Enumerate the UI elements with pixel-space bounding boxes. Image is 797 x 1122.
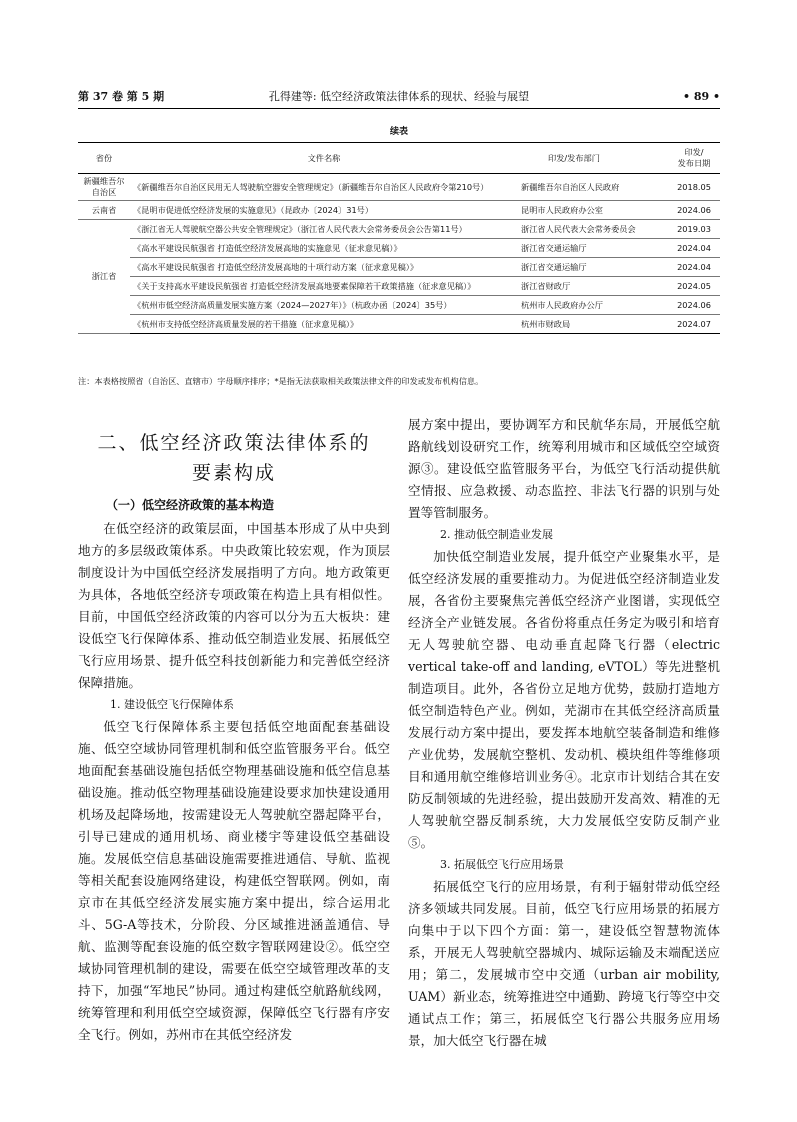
cell-dept: 杭州市财政局 xyxy=(518,315,668,334)
cell-date: 2024.06 xyxy=(668,296,720,315)
cell-province: 新疆维吾尔 自治区 xyxy=(78,174,130,201)
cell-province: 云南省 xyxy=(78,201,130,220)
table-row xyxy=(78,174,720,201)
running-title: 孔得建等: 低空经济政策法律体系的现状、经验与展望 xyxy=(268,90,530,103)
cell-date: 2024.04 xyxy=(668,239,720,258)
minor-heading: 2. 推动低空制造业发展 xyxy=(440,528,553,541)
subsection-heading: （一）低空经济政策的基本构造 xyxy=(106,498,275,512)
cell-name: 《杭州市支持低空经济高质量发展的若干措施（征求意见稿）》 xyxy=(130,315,518,334)
cell-date: 2024.07 xyxy=(668,315,720,334)
table-caption: 续表 xyxy=(389,127,408,137)
cell-province: 浙江省 xyxy=(78,220,130,334)
cell-date: 2018.05 xyxy=(668,174,720,201)
header-rule xyxy=(78,108,720,109)
body-paragraph: 展方案中提出，要协调军方和民航华东局，开展低空航路航线划设研究工作，统筹利用城市和区域低空空域资源③。建设低空监管服务平台，为低空飞行活动提供航空情报、应急救援、动态监控、非法飞行器的识别与处置等管制服务。 xyxy=(408,417,720,520)
body-paragraph: 加快低空制造业发展，提升低空产业聚集水平，是低空经济发展的重要推动力。为促进低空经济制造业发展，各省份主要聚焦完善低空经济产业图谱，实现低空经济全产业链发展。各省份将重点任务定为吸引和培育无人驾驶航空器、电动垂直起降飞行器（electric vertical take-off and landing, eVTOL）等先进整机制造项目。此外，各省份立足地方优势，鼓励打造地方低空制造特色产业。例如，芜湖市在其低空经济高质量发展行动方案中提出，要发挥本地航空装备制造和维修产业优势，发展航空整机、发动机、模块组件等维修项目和通用航空维修培训业务④。北京市计划结合其在安防反制领域的先进经验，提出鼓励开发高效、精准的无人驾驶航空器反制系统，大力发展低空安防反制产业⑤。 xyxy=(408,549,720,850)
table-note: 注：本表格按照省（自治区、直辖市）字母顺序排序；*是指无法获取相关政策法律文件的印发或发布机构信息。 xyxy=(78,376,484,386)
table-row xyxy=(78,258,720,277)
body-paragraph: 在低空经济的政策层面，中国基本形成了从中央到地方的多层级政策体系。中央政策比较宏观，作为顶层制度设计为中国低空经济发展指明了方向。地方政策更为具体，各地低空经济专项政策在构造上具有相似性。目前，中国低空经济政策的内容可以分为五大板块：建设低空飞行保障体系、推动低空制造业发展、拓展低空飞行应用场景、提升低空科技创新能力和完善低空经济保障措施。 xyxy=(78,521,390,690)
section-title-line2: 要素构成 xyxy=(191,462,276,484)
table-row xyxy=(78,277,720,296)
cell-dept: 浙江省交通运输厅 xyxy=(518,239,668,258)
table-row xyxy=(78,201,720,220)
journal-volume: 第 37 卷 第 5 期 xyxy=(78,90,165,103)
cell-name: 《关于支持高水平建设民航强省 打造低空经济发展高地要素保障若干政策措施（征求意见稿）》 xyxy=(130,277,518,296)
table-row xyxy=(78,296,720,315)
cell-dept: 浙江省交通运输厅 xyxy=(518,258,668,277)
table-header-row xyxy=(78,143,720,174)
cell-date: 2024.05 xyxy=(668,277,720,296)
col-header-name: 文件名称 xyxy=(130,143,518,174)
cell-date: 2019.03 xyxy=(668,220,720,239)
page-number: • 89 • xyxy=(682,90,720,103)
cell-dept: 新疆维吾尔自治区人民政府 xyxy=(518,174,668,201)
cell-dept: 浙江省人民代表大会常务委员会 xyxy=(518,220,668,239)
cell-date: 2024.06 xyxy=(668,201,720,220)
minor-heading: 3. 拓展低空飞行应用场景 xyxy=(440,858,564,871)
cell-dept: 昆明市人民政府办公室 xyxy=(518,201,668,220)
cell-dept: 浙江省财政厅 xyxy=(518,277,668,296)
col-header-province: 省份 xyxy=(78,143,130,174)
cell-name: 《高水平建设民航强省 打造低空经济发展高地的实施意见（征求意见稿）》 xyxy=(130,239,518,258)
col-header-dept: 印发/发布部门 xyxy=(518,143,668,174)
cell-name: 《昆明市促进低空经济发展的实施意见》（昆政办〔2024〕31号） xyxy=(130,201,518,220)
minor-heading: 1. 建设低空飞行保障体系 xyxy=(110,698,234,711)
table-row xyxy=(78,315,720,334)
table-row xyxy=(78,239,720,258)
policy-table xyxy=(78,142,720,334)
table-row xyxy=(78,220,720,239)
cell-name: 《高水平建设民航强省 打造低空经济发展高地的十项行动方案（征求意见稿）》 xyxy=(130,258,518,277)
section-title-line1: 二、低空经济政策法律体系的 xyxy=(97,432,371,454)
cell-dept: 杭州市人民政府办公厅 xyxy=(518,296,668,315)
running-header xyxy=(78,88,720,106)
section-title xyxy=(78,428,390,488)
cell-name: 《浙江省无人驾驶航空器公共安全管理规定》（浙江省人民代表大会常务委员会公告第11号） xyxy=(130,220,518,239)
cell-name: 《杭州市低空经济高质量发展实施方案（2024—2027年）》（杭政办函〔2024〕35号） xyxy=(130,296,518,315)
col-header-date: 印发/ 发布日期 xyxy=(668,143,720,174)
body-paragraph: 低空飞行保障体系主要包括低空地面配套基础设施、低空空域协同管理机制和低空监管服务平台。低空地面配套基础设施包括低空物理基础设施和低空信息基础设施。推动低空物理基础设施建设要求加快建设通用机场及起降场地，按需建设无人驾驶航空器起降平台，引导已建成的通用机场、商业楼宇等建设低空基础设施。发展低空信息基础设施需要推进通信、导航、监视等相关配套设施网络建设，构建低空智联网。例如，南京市在其低空经济发展实施方案中提出，综合运用北斗、5G-A等技术，分阶段、分区域推进涵盖通信、导航、监测等配套设施的低空数字智联网建设②。低空空域协同管理机制的建设，需要在低空空域管理改革的支持下，加强“军地民”协同。通过构建低空航路航线网，统筹管理和利用低空空域资源，保障低空飞行器有序安全飞行。例如，苏州市在其低空经济发 xyxy=(78,719,390,1042)
body-paragraph: 拓展低空飞行的应用场景，有利于辐射带动低空经济多领域共同发展。目前，低空飞行应用场景的拓展方向集中于以下四个方面：第一，建设低空智慧物流体系，开展无人驾驶航空器城内、城际运输及末端配送应用；第二，发展城市空中交通（urban air mobility, UAM）新业态，统筹推进空中通勤、跨境飞行等空中交通试点工作；第三，拓展低空飞行器公共服务应用场景，加大低空飞行器在城 xyxy=(408,879,720,1048)
cell-date: 2024.04 xyxy=(668,258,720,277)
cell-name: 《新疆维吾尔自治区民用无人驾驶航空器安全管理规定》（新疆维吾尔自治区人民政府令第210号） xyxy=(130,174,518,201)
